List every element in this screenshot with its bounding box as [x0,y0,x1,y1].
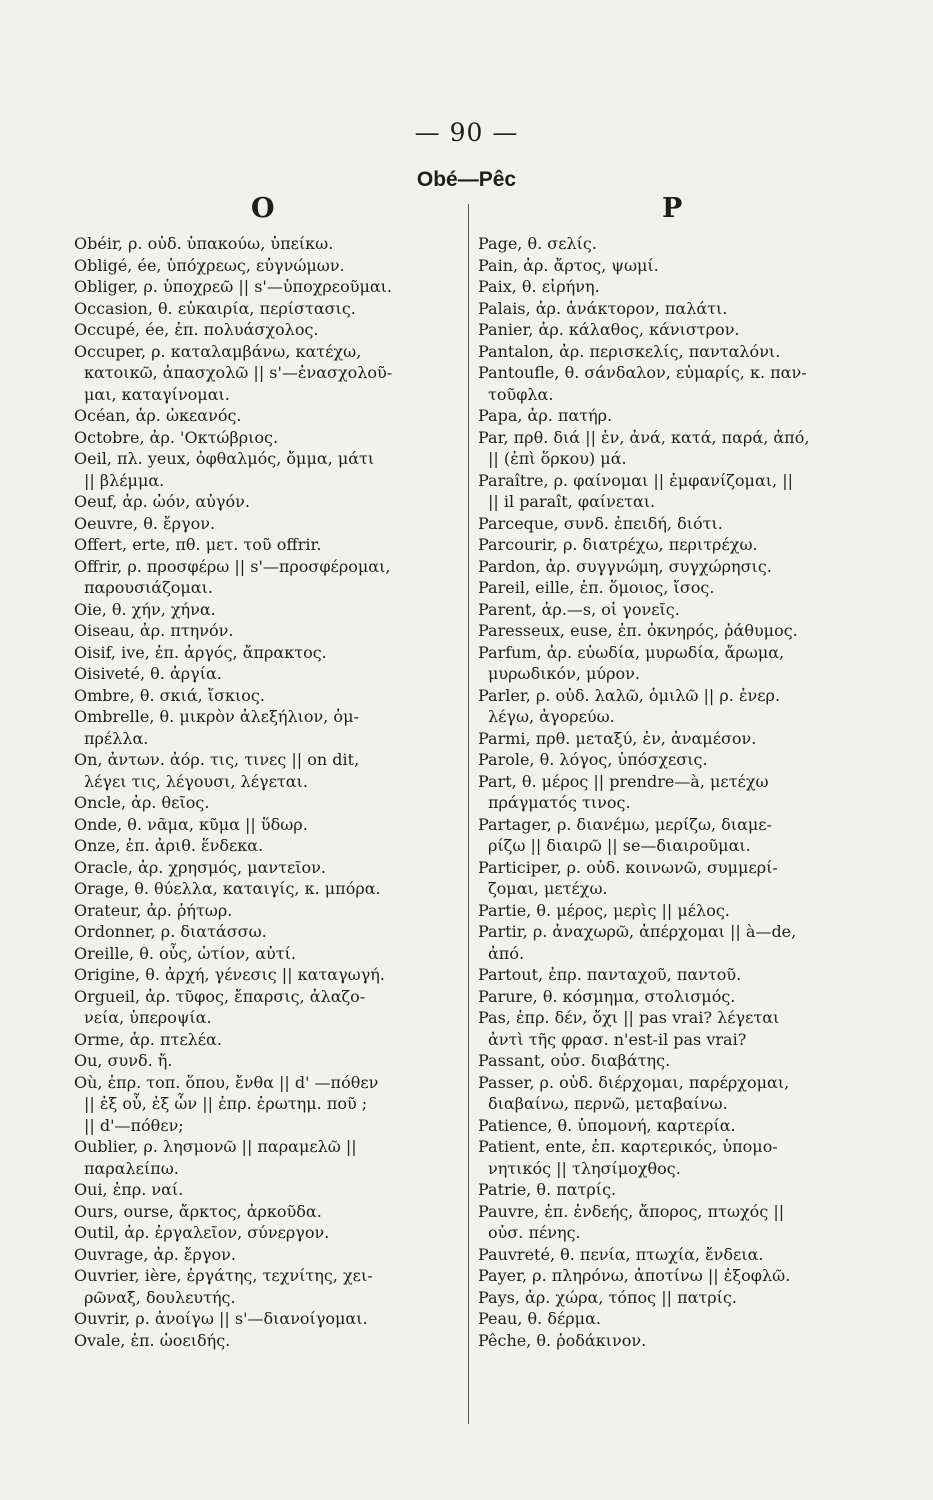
dictionary-entry: Palais, ἀρ. ἀνάκτορον, παλάτι. [478,298,728,318]
dictionary-entry: Passant, οὐσ. διαβάτης. [478,1051,671,1070]
dictionary-entry-continuation: διαβαίνω, περνῶ, μεταβαίνω. [488,1094,728,1113]
dictionary-entry-continuation: νητικός || τλησίμοχθος. [488,1158,681,1178]
dictionary-entry: Ombre, θ. σκιά, ἴσκιος. [74,685,265,705]
dictionary-entry: Parceque, συνδ. ἐπειδή, διότι. [478,513,723,533]
dictionary-entry-continuation: ρῶναξ, δουλευτής. [84,1287,236,1307]
section-letter-right: P [662,193,683,224]
dictionary-entry: Obéir, ρ. οὐδ. ὑπακούω, ὑπείκω. [74,234,334,253]
dictionary-entry: Outil, ἀρ. ἐργαλεῖον, σύνεργον. [74,1223,330,1242]
dictionary-entry-continuation: παρουσιάζομαι. [84,578,213,597]
dictionary-entry: Oreille, θ. οὖς, ὠτίον, αὐτί. [74,943,296,963]
dictionary-entry-continuation: τοῦφλα. [488,384,554,404]
dictionary-entry: Offert, erte, πθ. μετ. τοῦ offrir. [74,535,322,554]
dictionary-entry: Payer, ρ. πληρόνω, ἀποτίνω || ἐξοφλῶ. [478,1266,791,1285]
dictionary-entry: Paresseux, euse, ἐπ. ὀκνηρός, ῥάθυμος. [478,621,798,640]
dictionary-entry: Océan, ἀρ. ὠκεανός. [74,406,242,425]
dictionary-entry: Page, θ. σελίς. [478,234,597,253]
dictionary-entry: Pareil, eille, ἐπ. ὅμοιος, ἴσος. [478,578,715,597]
dictionary-entry: Pantoufle, θ. σάνδαλον, εὐμαρίς, κ. παν- [478,363,807,382]
dictionary-entry-continuation: μαι, καταγίνομαι. [84,384,230,404]
dictionary-entry: On, ἀντων. ἀόρ. τις, τινες || on dit, [74,750,360,769]
dictionary-entry: Papa, ἀρ. πατήρ. [478,406,613,425]
dictionary-entry: Parure, θ. κόσμημα, στολισμός. [478,986,736,1006]
dictionary-entry: Ou, συνδ. ἤ. [74,1051,173,1070]
dictionary-entry: Oisiveté, θ. ἀργία. [74,664,222,683]
section-letter-left: O [251,193,275,224]
dictionary-entry: Pantalon, ἀρ. περισκελίς, πανταλόνι. [478,341,781,361]
dictionary-entry: Orme, ἀρ. πτελέα. [74,1029,222,1049]
dictionary-entry-continuation: παραλείπω. [84,1158,179,1178]
dictionary-entry: Ombrelle, θ. μικρὸν ἀλεξήλιον, ὀμ- [74,707,359,726]
dictionary-entry: Oiseau, ἀρ. πτηνόν. [74,621,234,640]
dictionary-entry: Pain, ἀρ. ἄρτος, ψωμί. [478,255,659,275]
dictionary-entry: Pêche, θ. ῥοδάκινον. [478,1330,647,1350]
dictionary-entry: Ouvrir, ρ. ἀνοίγω || s'—διανοίγομαι. [74,1309,368,1328]
dictionary-entry: Pays, ἀρ. χώρα, τόπος || πατρίς. [478,1287,737,1307]
dictionary-entry-continuation: κατοικῶ, ἀπασχολῶ || s'—ἐνασχολοῦ- [84,363,393,382]
dictionary-entry: Oeuvre, θ. ἔργον. [74,513,216,533]
dictionary-entry-continuation: ἀπό. [488,943,525,963]
dictionary-entry: Parfum, ἀρ. εὐωδία, μυρωδία, ἄρωμα, [478,642,785,662]
dictionary-entry: Pardon, ἀρ. συγγνώμη, συγχώρησις. [478,556,772,576]
dictionary-entry: Partout, ἐπρ. πανταχοῦ, παντοῦ. [478,965,742,984]
dictionary-entry-continuation: || βλέμμα. [84,470,165,490]
dictionary-entry: Octobre, ἀρ. 'Οκτώβριος. [74,427,279,447]
dictionary-entry-continuation: || d'—πόθεν; [84,1115,184,1135]
dictionary-entry: Partir, ρ. ἀναχωρῶ, ἀπέρχομαι || à—de, [478,922,797,941]
dictionary-entry: Oncle, ἀρ. θεῖος. [74,793,210,812]
dictionary-entry: Occuper, ρ. καταλαμβάνω, κατέχω, [74,341,362,361]
dictionary-entry-continuation: || ἐξ οὗ, ἐξ ὧν || ἐπρ. ἐρωτημ. ποῦ ; [84,1094,368,1113]
dictionary-entry: Oie, θ. χήν, χήνα. [74,599,216,619]
dictionary-entry: Oui, ἐπρ. ναί. [74,1180,184,1199]
dictionary-entry: Passer, ρ. οὐδ. διέρχομαι, παρέρχομαι, [478,1072,790,1092]
dictionary-entry: Obligé, ée, ὑπόχρεως, εὐγνώμων. [74,255,345,275]
dictionary-entry: Participer, ρ. οὐδ. κοινωνῶ, συμμερί- [478,857,778,877]
dictionary-entry: Pauvreté, θ. πενία, πτωχία, ἔνδεια. [478,1244,764,1264]
dictionary-entry: Orgueil, ἀρ. τῦφος, ἔπαρσις, ἀλαζο- [74,986,366,1006]
dictionary-entry: Onde, θ. νᾶμα, κῦμα || ὕδωρ. [74,814,308,834]
dictionary-entry: Oeuf, ἀρ. ὠόν, αὐγόν. [74,492,250,511]
running-head: Obé—Pêc [416,168,517,191]
dictionary-entry: Partager, ρ. διανέμω, μερίζω, διαμε- [478,814,772,834]
dictionary-entry: Onze, ἐπ. ἀριθ. ἕνδεκα. [74,836,264,855]
dictionary-entry: Origine, θ. ἀρχή, γένεσις || καταγωγή. [74,965,385,984]
dictionary-entry-continuation: ἀντὶ τῆς φρασ. n'est-il pas vrai? [488,1029,747,1049]
dictionary-entry: Ouvrage, ἀρ. ἔργον. [74,1244,236,1264]
dictionary-entry: Partie, θ. μέρος, μερὶς || μέλος. [478,900,730,920]
dictionary-entry-continuation: || il paraît, φαίνεται. [488,492,656,511]
dictionary-entry: Ours, ourse, ἄρκτος, ἀρκοῦδα. [74,1201,322,1221]
dictionary-entry: Part, θ. μέρος || prendre—à, μετέχω [478,771,769,791]
dictionary-entry-continuation: || (ἐπὶ ὅρκου) μά. [488,449,627,468]
dictionary-entry-continuation: οὐσ. πένης. [488,1223,581,1242]
dictionary-entry: Oracle, ἀρ. χρησμός, μαντεῖον. [74,857,326,877]
dictionary-entry: Oisif, ive, ἐπ. ἀργός, ἄπρακτος. [74,642,327,662]
dictionary-entry-continuation: λέγει τις, λέγουσι, λέγεται. [84,771,308,791]
dictionary-entry: Patrie, θ. πατρίς. [478,1180,617,1199]
dictionary-entry: Offrir, ρ. προσφέρω || s'—προσφέρομαι, [74,556,391,576]
dictionary-entry: Orage, θ. θύελλα, καταιγίς, κ. μπόρα. [74,879,381,898]
dictionary-entry-continuation: πρέλλα. [84,728,149,748]
dictionary-entry: Parler, ρ. οὐδ. λαλῶ, ὁμιλῶ || ρ. ἐνερ. [478,685,781,705]
dictionary-entry: Patience, θ. ὑπομονή, καρτερία. [478,1115,736,1135]
dictionary-entry: Paix, θ. εἰρήνη. [478,277,600,296]
dictionary-entry-continuation: μυρωδικόν, μύρον. [488,664,640,683]
dictionary-entry: Où, ἐπρ. τοπ. ὅπου, ἔνθα || d' —πόθεν [74,1072,379,1092]
dictionary-entry: Par, πρθ. διά || ἐν, ἀνά, κατά, παρά, ἀπό, [478,427,810,447]
dictionary-entry: Pas, ἐπρ. δέν, ὄχι || pas vrai? λέγεται [478,1008,780,1027]
dictionary-entry-continuation: λέγω, ἀγορεύω. [488,707,615,726]
dictionary-entry: Parcourir, ρ. διατρέχω, περιτρέχω. [478,535,758,554]
dictionary-entry-continuation: ρίζω || διαιρῶ || se—διαιροῦμαι. [488,836,751,855]
dictionary-entry-continuation: ζομαι, μετέχω. [488,879,608,898]
dictionary-entry: Ordonner, ρ. διατάσσω. [74,922,267,941]
dictionary-entry: Parent, ἀρ.—s, οἱ γονεῖς. [478,599,680,619]
column-divider [468,204,469,1424]
dictionary-entry: Paraître, ρ. φαίνομαι || ἐμφανίζομαι, || [478,470,793,490]
dictionary-entry: Patient, ente, ἐπ. καρτερικός, ὑπομο- [478,1137,778,1156]
dictionary-entry: Obliger, ρ. ὑποχρεῶ || s'—ὑποχρεοῦμαι. [74,277,393,296]
dictionary-entry: Oeil, πλ. yeux, ὀφθαλμός, ὄμμα, μάτι [74,449,375,468]
dictionary-entry: Parole, θ. λόγος, ὑπόσχεσις. [478,750,708,769]
dictionary-entry: Oublier, ρ. λησμονῶ || παραμελῶ || [74,1137,357,1156]
dictionary-entry: Pauvre, ἐπ. ἐνδεής, ἄπορος, πτωχός || [478,1201,785,1221]
dictionary-entry: Occasion, θ. εὐκαιρία, περίστασις. [74,298,356,318]
dictionary-entry-continuation: πράγματός τινος. [488,793,631,812]
dictionary-column-left [74,233,452,1351]
dictionary-entry: Orateur, ἀρ. ῥήτωρ. [74,900,233,920]
dictionary-entry: Ovale, ἐπ. ὠοειδής. [74,1330,231,1350]
dictionary-entry: Parmi, πρθ. μεταξύ, ἐν, ἀναμέσον. [478,728,757,748]
page-number: — 90 — [414,118,519,147]
dictionary-entry: Occupé, ée, ἐπ. πολυάσχολος. [74,320,319,339]
dictionary-column-right [478,233,858,1351]
dictionary-entry-continuation: νεία, ὑπεροψία. [84,1008,212,1027]
dictionary-entry: Panier, ἀρ. κάλαθος, κάνιστρον. [478,320,740,339]
dictionary-entry: Ouvrier, ière, ἐργάτης, τεχνίτης, χει- [74,1266,373,1285]
dictionary-entry: Peau, θ. δέρμα. [478,1309,601,1328]
